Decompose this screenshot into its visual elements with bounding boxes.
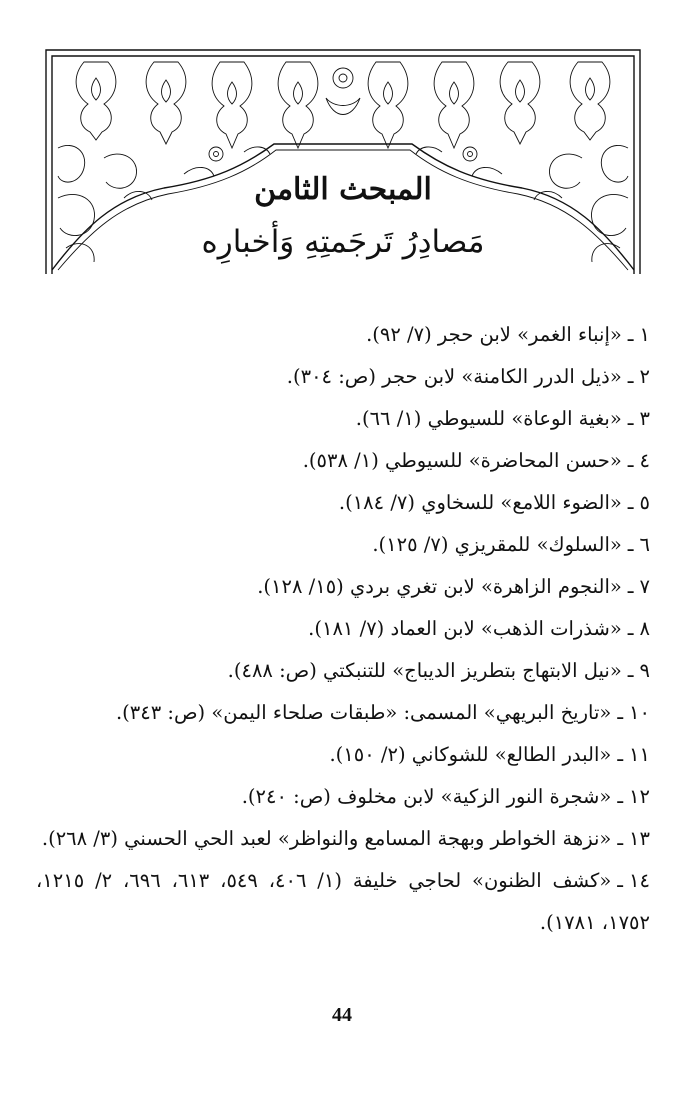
item-text: «تاريخ البريهي» المسمى: «طبقات صلحاء اليمن» (ص: ٣٤٣). (115, 701, 612, 724)
item-text: «إنباء الغمر» لابن حجر (٧/ ٩٢). (366, 323, 622, 346)
chapter-header (44, 48, 642, 276)
list-item: ٦ـ«السلوك» للمقريزي (٧/ ١٢٥). (36, 524, 650, 566)
list-item: ١٠ـ«تاريخ البريهي» المسمى: «طبقات صلحاء اليمن» (ص: ٣٤٣). (36, 692, 650, 734)
item-number: ٤ (639, 449, 650, 472)
item-number: ٦ (639, 533, 650, 556)
list-item: ١ـ«إنباء الغمر» لابن حجر (٧/ ٩٢). (36, 314, 650, 356)
item-text: «نيل الابتهاج بتطريز الديباج» للتنبكتي (ص: ٤٨٨). (227, 659, 622, 682)
list-item: ٩ـ«نيل الابتهاج بتطريز الديباج» للتنبكتي (ص: ٤٨٨). (36, 650, 650, 692)
list-item: ٧ـ«النجوم الزاهرة» لابن تغري بردي (١٥/ ١٢٨). (36, 566, 650, 608)
item-number: ١ (639, 323, 650, 346)
item-number: ٩ (639, 659, 650, 682)
item-number: ١٠ (629, 701, 650, 724)
sources-list (36, 314, 650, 944)
list-item: ١٢ـ«شجرة النور الزكية» لابن مخلوف (ص: ٢٤٠). (36, 776, 650, 818)
item-text: «بغية الوعاة» للسيوطي (١/ ٦٦). (355, 407, 622, 430)
item-text: «البدر الطالع» للشوكاني (٢/ ١٥٠). (329, 743, 612, 766)
list-item: ١٤ـ«كشف الظنون» لحاجي خليفة (١/ ٤٠٦، ٥٤٩، ٦١٣، ٦٩٦، ٢/ ١٢١٥، ١٧٥٢، ١٧٨١). (36, 860, 650, 944)
item-number: ٨ (639, 617, 650, 640)
item-text: «السلوك» للمقريزي (٧/ ١٢٥). (372, 533, 622, 556)
item-text: «النجوم الزاهرة» لابن تغري بردي (١٥/ ١٢٨). (257, 575, 622, 598)
item-number: ٣ (639, 407, 650, 430)
item-text: «شجرة النور الزكية» لابن مخلوف (ص: ٢٤٠). (241, 785, 612, 808)
item-text: «الضوء اللامع» للسخاوي (٧/ ١٨٤). (338, 491, 622, 514)
list-item: ٨ـ«شذرات الذهب» لابن العماد (٧/ ١٨١). (36, 608, 650, 650)
list-item: ١١ـ«البدر الطالع» للشوكاني (٢/ ١٥٠). (36, 734, 650, 776)
list-item: ٣ـ«بغية الوعاة» للسيوطي (١/ ٦٦). (36, 398, 650, 440)
list-item: ٥ـ«الضوء اللامع» للسخاوي (٧/ ١٨٤). (36, 482, 650, 524)
item-number: ١٤ (629, 869, 650, 892)
item-number: ١٢ (629, 785, 650, 808)
item-number: ٧ (639, 575, 650, 598)
item-number: ١١ (629, 743, 650, 766)
page-number: 44 (332, 1004, 352, 1026)
item-number: ٢ (639, 365, 650, 388)
item-number: ٥ (639, 491, 650, 514)
list-item: ٢ـ«ذيل الدرر الكامنة» لابن حجر (ص: ٣٠٤). (36, 356, 650, 398)
item-text: «نزهة الخواطر وبهجة المسامع والنواظر» لعبد الحي الحسني (٣/ ٢٦٨). (41, 827, 612, 850)
item-text: «كشف الظنون» لحاجي خليفة (١/ ٤٠٦، ٥٤٩، ٦١٣، ٦٩٦، ٢/ ١٢١٥، ١٧٥٢، ١٧٨١). (36, 869, 650, 934)
item-text: «شذرات الذهب» لابن العماد (٧/ ١٨١). (308, 617, 622, 640)
list-item: ٤ـ«حسن المحاضرة» للسيوطي (١/ ٥٣٨). (36, 440, 650, 482)
chapter-title: المبحث الثامن (254, 172, 432, 207)
item-text: «ذيل الدرر الكامنة» لابن حجر (ص: ٣٠٤). (286, 365, 622, 388)
item-number: ١٣ (629, 827, 650, 850)
item-text: «حسن المحاضرة» للسيوطي (١/ ٥٣٨). (302, 449, 622, 472)
list-item: ١٣ـ«نزهة الخواطر وبهجة المسامع والنواظر» لعبد الحي الحسني (٣/ ٢٦٨). (36, 818, 650, 860)
chapter-subtitle: مَصادِرُ تَرجَمتِهِ وَأخبارِه (201, 224, 485, 260)
